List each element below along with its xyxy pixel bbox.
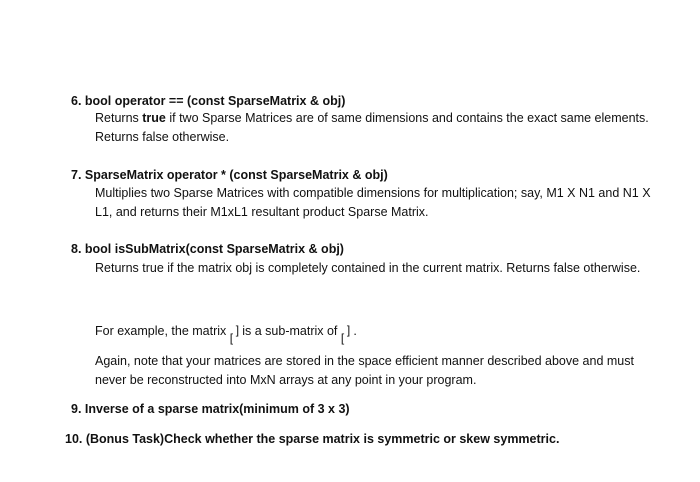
description-text: if two Sparse Matrices are of same dimensions and contains the exact same elements. Returns false otherwise. [95,111,649,144]
item-description: Multiplies two Sparse Matrices with compatible dimensions for multiplication; say, M1 X N1 and N1 X L1, and returns their M1xL1 resultant product Sparse Matrix. [95,186,651,219]
matrix-placeholder-image: [ ] [340,322,351,345]
note-paragraph: Again, note that your matrices are stored in the space efficient manner described above and must never be reconstructed into MxN arrays at any point in your program. [95,354,634,387]
item-heading: 6. bool operator == (const SparseMatrix & obj) [71,94,346,108]
item-heading: 7. SparseMatrix operator * (const SparseMatrix & obj) [71,168,388,182]
item-heading: 9. Inverse of a sparse matrix(minimum of 3 x 3) [71,402,350,416]
description-bold-text: true [142,111,166,125]
item-description: Returns true if the matrix obj is completely contained in the current matrix. Returns false otherwise. [95,261,641,275]
example-text: is a sub-matrix of [238,324,341,338]
description-text: Returns [95,111,143,125]
item-heading: 10. (Bonus Task)Check whether the sparse matrix is symmetric or skew symmetric. [65,432,560,446]
item-heading: 8. bool isSubMatrix(const SparseMatrix & obj) [71,242,344,256]
item-description [95,109,655,146]
example-text: . [349,324,357,338]
matrix-placeholder-image: [ ] [229,322,240,345]
example-line [95,322,357,345]
example-text: For example, the matrix [95,324,230,338]
